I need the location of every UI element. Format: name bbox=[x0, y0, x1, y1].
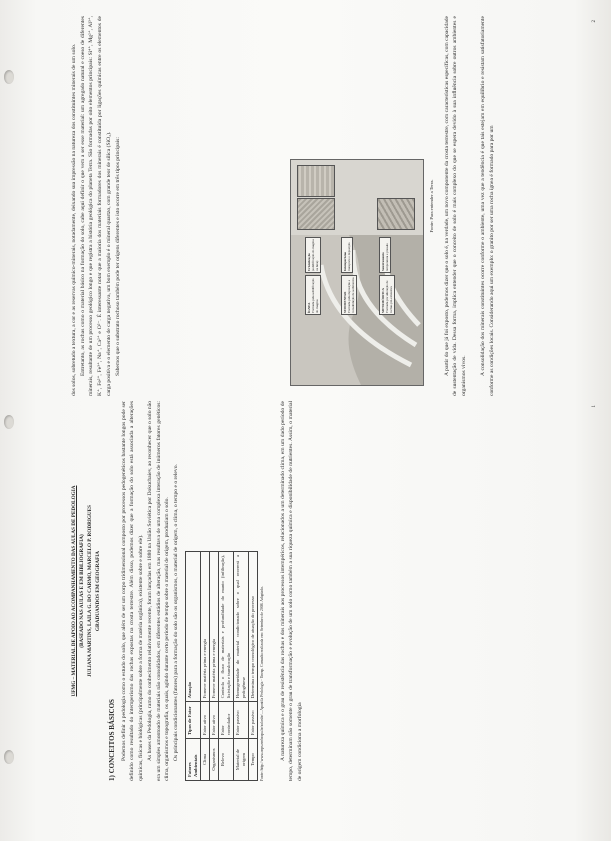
table-cell: Fator controlador bbox=[218, 702, 233, 739]
table-source: Fonte: http://www.cnps.embrapa.br/solosbr/... Apostila Pedologia - Unesp. Consulta realizada em: Setembro de 2008. Adaptado. bbox=[259, 586, 264, 781]
paragraph: A natureza química e o grau de resistência das rochas e dos minerais aos processos intempéricos, relacionados a um determinado clima, em um dado período de tempo, determinam não somente o grau de transformação e evolução de um solo como também a sua riqueza química e disponibilidade de nutrientes. Assim, o material de origem condiciona a morfologia bbox=[279, 401, 304, 781]
table-row bbox=[209, 552, 218, 781]
table-cell: Homogeneidade do material condicionado sobre o qual ocorrerá a pedogênese bbox=[233, 552, 248, 702]
figure-caption: Fonte: Para entender a Terra. bbox=[429, 179, 434, 233]
box-text: (solidificação do magma ou lava) bbox=[311, 239, 319, 271]
table-cell: Fornece matéria prima e energia bbox=[200, 552, 209, 702]
table-cell: Clima bbox=[200, 739, 209, 781]
page-number: 2 bbox=[592, 20, 597, 23]
page-2-column bbox=[70, 16, 122, 396]
process-box bbox=[341, 237, 353, 273]
table-header: Tipos de Fator bbox=[185, 702, 200, 739]
doc-header-title: UFMG – MATERIAL DE APOIO AO ACOMPANHAMENTO DAS AULAS DE PEDOLOGIA bbox=[71, 485, 77, 697]
igneous-box bbox=[305, 275, 321, 315]
paragraph: A partir do que já foi exposto, podemos dizer que o solo é, na verdade, um novo componente da crosta terrestre, com características específicas, com capacidade de sustentação de vida. Dessa forma, implica entender que o conceito de solo é mais complexo do que se espera devido à sua influência sobre outros ambientes e organismos vivos. bbox=[443, 16, 468, 396]
box-text: Formada por alteração de rochas pré-existentes bbox=[385, 280, 393, 313]
box-title: SEDIMENTAR bbox=[343, 291, 347, 313]
table-cell: Material de origem bbox=[233, 739, 248, 781]
table-cell: Fator ativo bbox=[209, 702, 218, 739]
table-row bbox=[233, 552, 248, 781]
table-cell: Tempo bbox=[248, 739, 257, 781]
paragraph: As bases da Pedologia, ramo do conhecimento relativamente recente, foram lançadas em 1880 na União Soviética por Dokuchaiev, ao reconhecer que o solo não era um simples amontoado de materiais não consolidados, em diferentes estádios de alteração, mas resultava de uma complexa interação de inúmeros fatores genéticos: clima, organismos e topografia, os quais, agindo durante certo período de tempo sobre o material de origem, produziam o solo. bbox=[146, 401, 171, 781]
table-header: Atuação bbox=[185, 552, 200, 702]
page-number: 1 bbox=[592, 405, 597, 408]
table-row bbox=[248, 552, 257, 781]
sedimentary-box bbox=[341, 275, 357, 315]
process-box bbox=[379, 237, 391, 273]
process-box bbox=[305, 237, 321, 273]
table-cell: Controla o fluxo de materiais e profundidade do manto (infiltração), lixiviação e translocação bbox=[218, 552, 233, 702]
table-cell: Fator ativo bbox=[200, 702, 209, 739]
table-cell: Relevo bbox=[218, 739, 233, 781]
rock-photo bbox=[297, 165, 335, 197]
section-title: 1) CONCEITOS BÁSICOS bbox=[108, 699, 116, 781]
rock-cycle-figure bbox=[290, 159, 424, 386]
box-text: Formada pela solidificação do magma bbox=[311, 278, 319, 313]
paragraph: Podemos definir a pedologia como o estudo do solo, que além de ser um corpo tridimensional composto por processos pedogenéticos bastante longos pode ser definido como resultado do intemperismo das rochas expostas na crosta terrestre. Além disso, podemos dizer que a formação do solo está associada a alterações químicas, físicas e biológicas (principalmente sobre a forma de matéria orgânica), existente sobre e sobre ele). bbox=[120, 401, 145, 781]
page-1-column bbox=[70, 401, 305, 781]
table-cell: Determina o tempo cronológico de atuação do processo bbox=[248, 552, 257, 702]
table-cell: Fator passivo bbox=[233, 702, 248, 739]
paragraph: Entretanto, as rochas como o material básico na formação do solo, cabe aqui definir o que vem a ser esse material: um agregado natural e coeso de diferentes minerais, resultante de um processo geológico longo e que registra a história geológica do planeta Terra. São formadas por oito elementos principais: Si⁴⁺, Mg²⁺, Al³⁺, K⁺, Fe²⁺, Fe³⁺, Na⁺, Ca²⁺ e O²⁻. É interessante notar que a maioria dos materiais formadores dos minerais é constituída por ligações químicas entre os elementos de carga positiva e o elemento de carga negativa, um bom exemplo é o mineral quartzo, com grande teor de sílica (SiO₂). bbox=[79, 16, 112, 396]
table-row bbox=[200, 552, 209, 781]
box-text: Formada pela deposição e consolidação de sedimentos bbox=[347, 277, 355, 313]
box-title: Soterramento bbox=[381, 252, 385, 271]
paragraph: A consolidação dos minerais constituintes ocorre conforme o ambiente, uma vez que a tendência é que tais estejam em equilíbrio e resistam satisfatoriamente conforme as condições locais. Considerando aqui um exemplo: o granito por ser uma rocha ígnea é formado para por um bbox=[479, 16, 495, 396]
rock-photo bbox=[297, 198, 335, 230]
factors-table bbox=[185, 551, 258, 781]
table-row bbox=[218, 552, 233, 781]
doc-header-course: GRADUANDOS EM GEOGRAFIA bbox=[95, 550, 101, 632]
rock-photo bbox=[377, 198, 415, 230]
table-cell: Organismos bbox=[209, 739, 218, 781]
paragraph: Sabemos que o substrato rochoso também pode ter origens diferentes e isto ocorre em três tipos principais: bbox=[114, 137, 121, 376]
box-title: METAMÓRFICA bbox=[381, 288, 385, 313]
paragraph: dos solos, sobretudo a textura, a cor e as reservas químico-minerais, notadamente, deixando sua impressão na natureza dos constituintes minerais de um solo. bbox=[71, 43, 77, 396]
paragraph: Os principais condicionantes (fatores) para a formação do solo são os organismos, o material de origem, o clima, o tempo e o relevo. bbox=[172, 464, 179, 761]
metamorphic-box bbox=[379, 275, 395, 315]
table-cell: Fornece matéria prima e energia bbox=[209, 552, 218, 702]
doc-header-subtitle: (BASEADO NAS AULAS E EM BIBLIOGRAFIA) bbox=[79, 534, 85, 648]
page-1 bbox=[0, 401, 611, 781]
box-title: Cristalização bbox=[307, 253, 311, 271]
box-title: ÍGNEA bbox=[307, 302, 311, 313]
page-2 bbox=[0, 16, 611, 396]
box-text: transporte e deposição bbox=[347, 242, 351, 271]
box-title: Intemperismo bbox=[343, 251, 347, 271]
table-cell: Fator passivo bbox=[248, 702, 257, 739]
doc-header-authors: JULIANA MARTINS, LAILA G. DO CARMO, MARCELO P. RODRIGUES bbox=[87, 505, 93, 677]
page-2-column-lower bbox=[428, 16, 496, 396]
box-text: temperatura e pressão bbox=[385, 243, 389, 271]
table-header: Fatores Ambientais bbox=[185, 739, 200, 781]
